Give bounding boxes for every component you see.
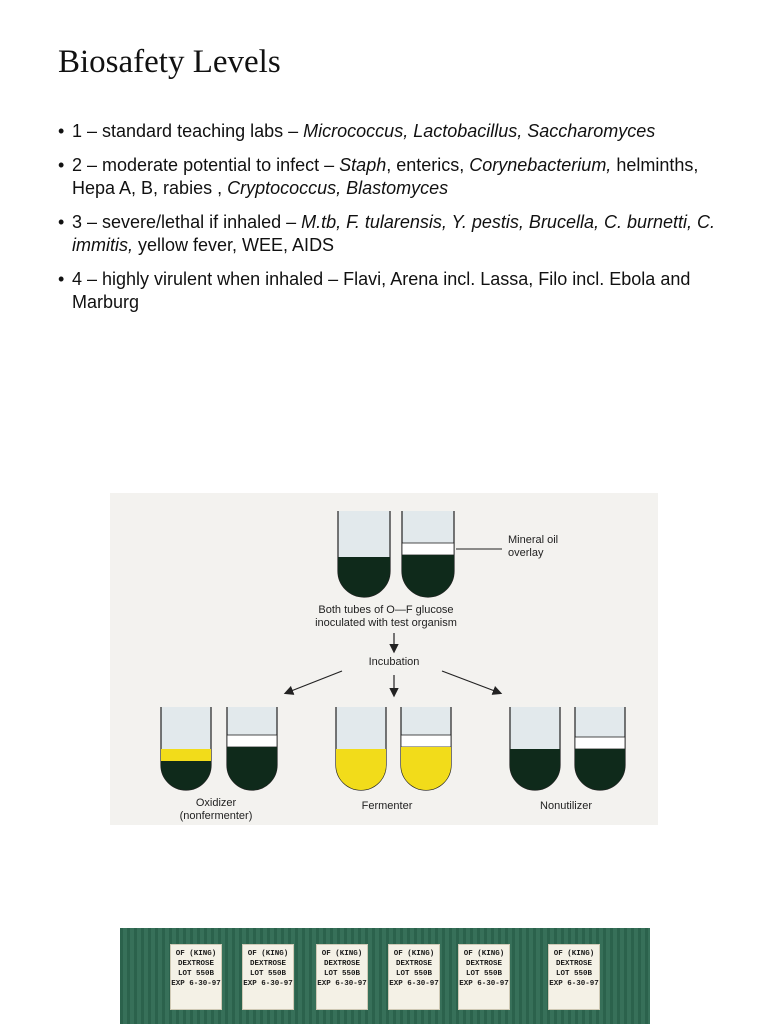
bullet-text-run: helminths, Hepa A, B, rabies , <box>72 155 699 198</box>
fermenter-tube-overlay <box>401 707 451 790</box>
tube-label-line: EXP 6-30-97 <box>243 980 293 988</box>
bullet-text-run: yellow fever, WEE, AIDS <box>133 235 335 255</box>
tube-label <box>388 944 440 1010</box>
tube-label-line: OF (KING) <box>463 950 505 958</box>
tube-label <box>316 944 368 1010</box>
tube-label-line: DEXTROSE <box>323 960 360 968</box>
bullet-text-run: 1 – standard teaching labs – <box>72 121 304 141</box>
tube-label-line: EXP 6-30-97 <box>171 980 221 988</box>
bullet-text-run: 2 – moderate potential to infect – <box>72 155 340 175</box>
mineral-oil-label-1: Mineral oil <box>508 534 559 546</box>
tube-label-line: LOT 550B <box>395 970 432 978</box>
tube-label-line: LOT 550B <box>177 970 214 978</box>
fermenter-label: Fermenter <box>361 800 413 812</box>
fermenter-tube-open <box>336 707 386 790</box>
tube-label-line: OF (KING) <box>175 950 217 958</box>
tube-label-line: EXP 6-30-97 <box>389 980 439 988</box>
nonutilizer-label: Nonutilizer <box>540 800 592 812</box>
tube-label-line: LOT 550B <box>465 970 502 978</box>
bullet-text-run: Corynebacterium, <box>469 155 612 175</box>
page-title: Biosafety Levels <box>58 44 281 80</box>
tube-label <box>548 944 600 1010</box>
bullet-list <box>58 120 738 325</box>
tube-label <box>458 944 510 1010</box>
both-tubes-label-1: Both tubes of O—F glucose <box>318 604 454 616</box>
nonutilizer-tube-overlay <box>575 707 625 790</box>
tube-label-line: EXP 6-30-97 <box>459 980 509 988</box>
bullet-item-4 <box>58 268 738 314</box>
tube-label <box>242 944 294 1010</box>
arrow-left <box>286 671 342 693</box>
arrow-right <box>442 671 500 693</box>
bullet-text-run: 3 – severe/lethal if inhaled – <box>72 212 302 232</box>
bullet-text-run: , enterics, <box>386 155 470 175</box>
bullet-text-run: Staph <box>339 155 387 175</box>
tube-label-line: LOT 550B <box>323 970 360 978</box>
oxidizer-tube-overlay <box>227 707 277 790</box>
bullet-text-run: Cryptococcus, Blastomyces <box>227 178 449 198</box>
bullet-text-run: Micrococcus, Lactobacillus, Saccharomyces <box>303 121 656 141</box>
tube-label-line: DEXTROSE <box>249 960 286 968</box>
bullet-item-1 <box>58 120 738 143</box>
tube-label-line: LOT 550B <box>555 970 592 978</box>
nonutilizer-tube-open <box>510 707 560 790</box>
oxidizer-label-1: Oxidizer <box>195 797 237 809</box>
tube-label-line: EXP 6-30-97 <box>317 980 367 988</box>
tube-top-overlay <box>402 511 454 597</box>
tube-label-line: DEXTROSE <box>555 960 592 968</box>
tube-label-line: EXP 6-30-97 <box>549 980 599 988</box>
tube-label-line: OF (KING) <box>393 950 435 958</box>
tube-top-open <box>338 511 390 597</box>
oxidizer-tube-open <box>161 707 211 790</box>
bullet-item-2 <box>58 154 738 200</box>
of-dextrose-tubes-photo <box>120 928 650 1024</box>
bullet-text-run: M.tb, F. tularensis, Y. pestis, Brucella, C. burnetti, C. immitis, <box>72 212 716 255</box>
tube-label-line: LOT 550B <box>249 970 286 978</box>
tube-label-line: DEXTROSE <box>465 960 502 968</box>
both-tubes-label-2: inoculated with test organism <box>315 617 457 629</box>
tube-label <box>170 944 222 1010</box>
mineral-oil-label-2: overlay <box>508 547 544 559</box>
oxidizer-label-2: (nonfermenter) <box>179 810 253 822</box>
of-glucose-diagram <box>110 493 658 825</box>
tube-label-line: OF (KING) <box>321 950 363 958</box>
bullet-item-3 <box>58 211 738 257</box>
incubation-label: Incubation <box>368 656 420 668</box>
tube-label-line: DEXTROSE <box>177 960 214 968</box>
tube-label-line: OF (KING) <box>553 950 595 958</box>
tube-label-line: DEXTROSE <box>395 960 432 968</box>
bullet-text-run: 4 – highly virulent when inhaled – Flavi, Arena incl. Lassa, Filo incl. Ebola and Marburg <box>72 269 691 312</box>
tube-label-line: OF (KING) <box>247 950 289 958</box>
